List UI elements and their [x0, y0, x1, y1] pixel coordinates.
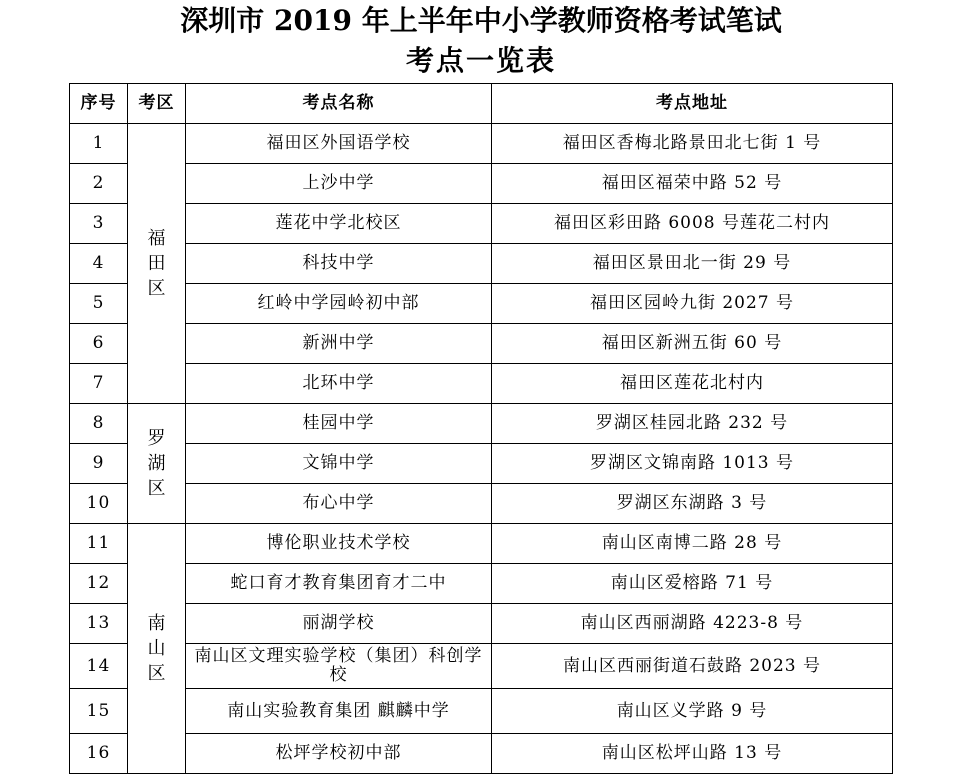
header-address: 考点地址 [492, 84, 893, 124]
document-subtitle: 考点一览表 [405, 44, 556, 77]
header-district: 考区 [128, 84, 186, 124]
row-no: 5 [70, 284, 128, 324]
venue-address: 南山区南博二路 28 号 [492, 524, 893, 564]
venue-address: 南山区松坪山路 13 号 [492, 734, 893, 774]
venue-address: 罗湖区文锦南路 1013 号 [492, 444, 893, 484]
venue-name: 莲花中学北校区 [186, 204, 492, 244]
table-row [70, 484, 893, 524]
row-no: 9 [70, 444, 128, 484]
venue-address: 南山区爱榕路 71 号 [492, 564, 893, 604]
table-row [70, 364, 893, 404]
venue-name: 科技中学 [186, 244, 492, 284]
venue-name: 上沙中学 [186, 164, 492, 204]
district-label: 南山区 [147, 613, 166, 684]
document-title: 深圳市 2019 年上半年中小学教师资格考试笔试 [180, 4, 782, 37]
table-row [70, 604, 893, 644]
table-row [70, 284, 893, 324]
venue-address: 福田区莲花北村内 [492, 364, 893, 404]
venue-name: 桂园中学 [186, 404, 492, 444]
venue-name: 福田区外国语学校 [186, 124, 492, 164]
row-no: 4 [70, 244, 128, 284]
venue-address: 福田区园岭九街 2027 号 [492, 284, 893, 324]
venue-name: 布心中学 [186, 484, 492, 524]
venue-address: 福田区景田北一街 29 号 [492, 244, 893, 284]
venue-name: 蛇口育才教育集团育才二中 [186, 564, 492, 604]
district-label: 福田区 [147, 228, 166, 299]
row-no: 14 [70, 644, 128, 689]
table-row [70, 564, 893, 604]
venue-name: 博伦职业技术学校 [186, 524, 492, 564]
district-cell-nanshan [128, 524, 186, 774]
header-no: 序号 [70, 84, 128, 124]
venue-address: 福田区新洲五街 60 号 [492, 324, 893, 364]
header-name: 考点名称 [186, 84, 492, 124]
table-row [70, 734, 893, 774]
row-no: 3 [70, 204, 128, 244]
venue-address: 福田区香梅北路景田北七街 1 号 [492, 124, 893, 164]
venue-name: 松坪学校初中部 [186, 734, 492, 774]
row-no: 11 [70, 524, 128, 564]
row-no: 1 [70, 124, 128, 164]
venue-name: 南山区文理实验学校（集团）科创学校 [186, 644, 492, 689]
venue-name: 丽湖学校 [186, 604, 492, 644]
table-row [70, 124, 893, 164]
table-row [70, 164, 893, 204]
row-no: 8 [70, 404, 128, 444]
table-row [70, 404, 893, 444]
exam-venue-table [69, 83, 893, 774]
venue-address: 罗湖区桂园北路 232 号 [492, 404, 893, 444]
row-no: 15 [70, 689, 128, 734]
venue-name: 南山实验教育集团 麒麟中学 [186, 689, 492, 734]
district-cell-futian [128, 124, 186, 404]
venue-name: 文锦中学 [186, 444, 492, 484]
venue-name: 新洲中学 [186, 324, 492, 364]
row-no: 13 [70, 604, 128, 644]
venue-address: 罗湖区东湖路 3 号 [492, 484, 893, 524]
district-label: 罗湖区 [147, 428, 166, 499]
table-row [70, 689, 893, 734]
table-row [70, 644, 893, 689]
row-no: 12 [70, 564, 128, 604]
table-row [70, 204, 893, 244]
table-header-row [70, 84, 893, 124]
venue-name: 红岭中学园岭初中部 [186, 284, 492, 324]
venue-address: 南山区义学路 9 号 [492, 689, 893, 734]
row-no: 2 [70, 164, 128, 204]
venue-address: 福田区福荣中路 52 号 [492, 164, 893, 204]
venue-address: 南山区西丽街道石鼓路 2023 号 [492, 644, 893, 689]
row-no: 16 [70, 734, 128, 774]
row-no: 6 [70, 324, 128, 364]
district-cell-luohu [128, 404, 186, 524]
table-row [70, 524, 893, 564]
table-row [70, 244, 893, 284]
table-row [70, 324, 893, 364]
table-row [70, 444, 893, 484]
venue-name: 北环中学 [186, 364, 492, 404]
row-no: 7 [70, 364, 128, 404]
venue-address: 南山区西丽湖路 4223-8 号 [492, 604, 893, 644]
venue-address: 福田区彩田路 6008 号莲花二村内 [492, 204, 893, 244]
row-no: 10 [70, 484, 128, 524]
